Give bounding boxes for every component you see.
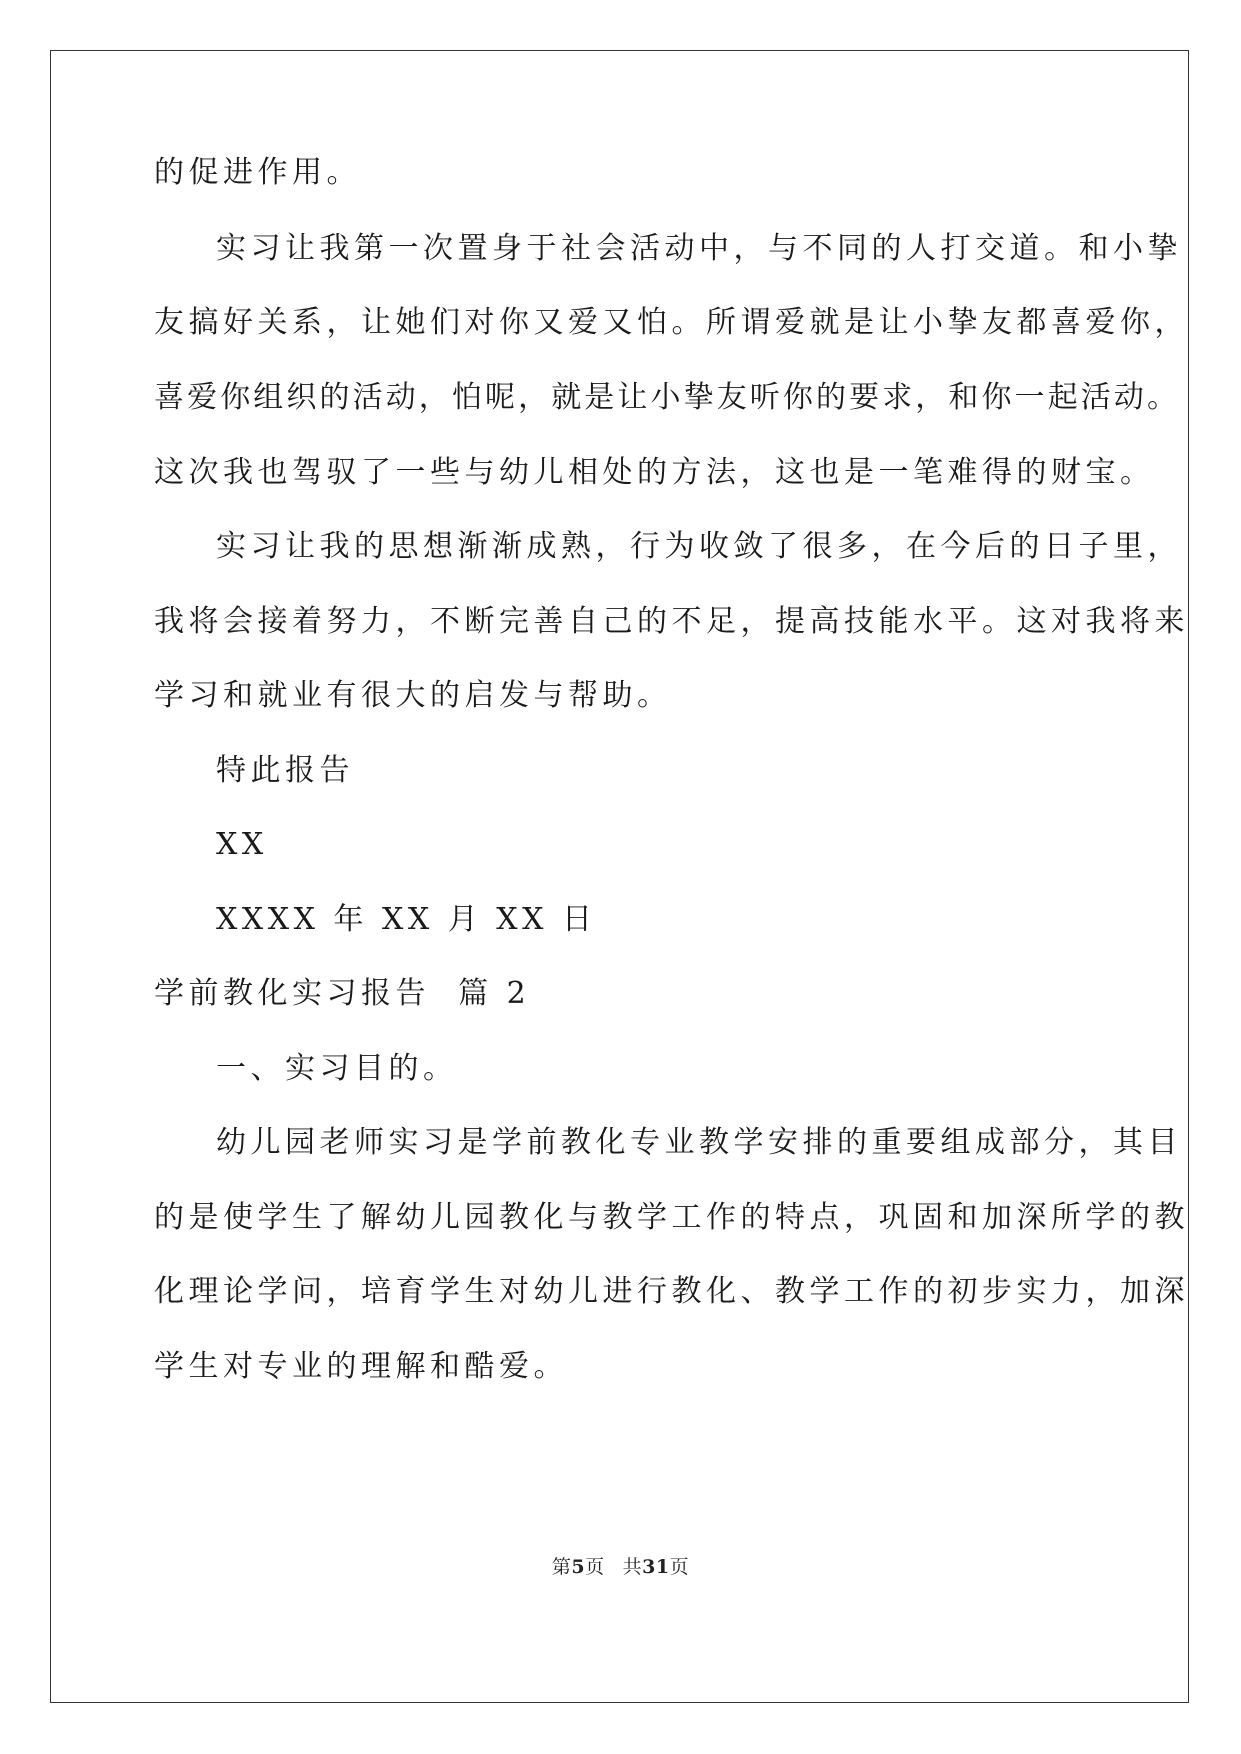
subsection-heading: 一、实习目的。 <box>216 1051 458 1086</box>
body-line-3: 友搞好关系，让她们对你又爱又怕。所谓爱就是让小挚友都喜爱你， <box>154 305 1189 340</box>
signature-date: XXXX 年 XX 月 XX 日 <box>216 902 597 937</box>
body-line-9: 幼儿园老师实习是学前教化专业教学安排的重要组成部分，其目 <box>216 1125 1182 1160</box>
body-line-2: 实习让我第一次置身于社会活动中，与不同的人打交道。和小挚 <box>216 231 1182 266</box>
body-line-6: 实习让我的思想渐渐成熟，行为收敛了很多，在今后的日子里， <box>216 529 1182 564</box>
page-suffix: 页 <box>585 1556 605 1578</box>
page-prefix: 第 <box>551 1556 572 1578</box>
total-prefix: 共 <box>622 1556 643 1578</box>
body-line-7: 我将会接着努力，不断完善自己的不足，提高技能水平。这对我将来 <box>154 604 1189 639</box>
page-number: 5 <box>571 1556 586 1578</box>
closing-phrase: 特此报告 <box>216 753 354 788</box>
total-pages: 31 <box>642 1556 670 1578</box>
total-suffix: 页 <box>669 1556 690 1578</box>
body-line-12: 学生对专业的理解和酷爱。 <box>154 1349 568 1384</box>
body-line-11: 化理论学问，培育学生对幼儿进行教化、教学工作的初步实力，加深 <box>154 1274 1189 1309</box>
body-line-5: 这次我也驾驭了一些与幼儿相处的方法，这也是一笔难得的财宝。 <box>154 455 1155 490</box>
page-footer <box>0 1555 1241 1579</box>
body-line-10: 的是使学生了解幼儿园教化与教学工作的特点，巩固和加深所学的教 <box>154 1200 1189 1235</box>
body-line-8: 学习和就业有很大的启发与帮助。 <box>154 678 672 713</box>
signature-name: XX <box>216 827 268 862</box>
page-border <box>50 50 1189 1703</box>
body-line-1: 的促进作用。 <box>154 155 361 190</box>
body-line-4: 喜爱你组织的活动，怕呢，就是让小挚友听你的要求，和你一起活动。 <box>154 380 1181 415</box>
section-heading: 学前教化实习报告 篇 2 <box>154 976 531 1011</box>
